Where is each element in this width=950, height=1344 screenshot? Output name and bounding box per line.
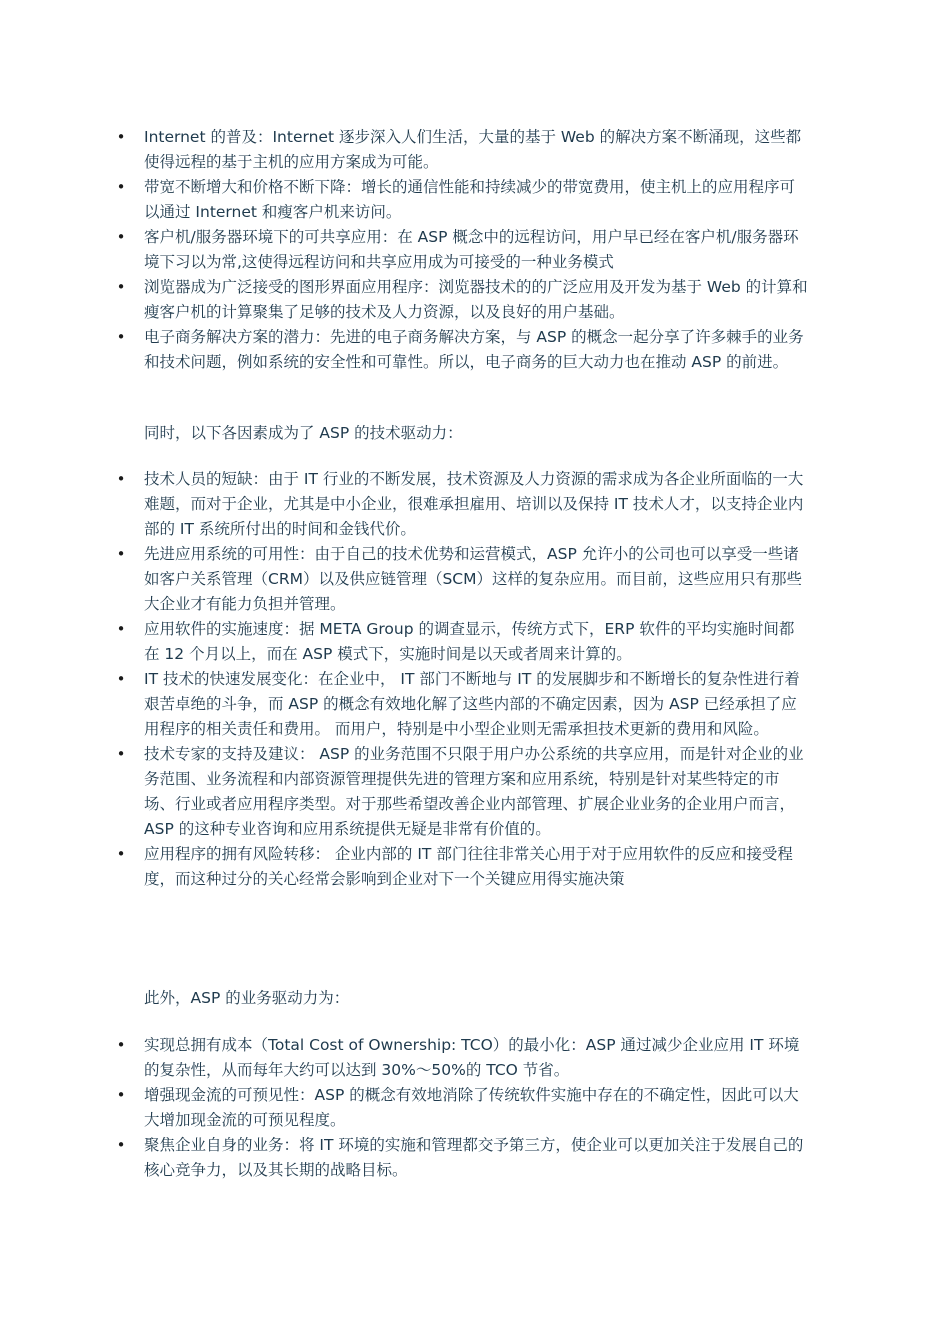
bullet-list-technical-drivers xyxy=(0,467,809,892)
list-item-text: Internet 的普及：Internet 逐步深入人们生活，大量的基于 Web 的解决方案不断涌现，这些都使得远程的基于主机的应用方案成为可能。 xyxy=(144,128,802,171)
bullet-icon: • xyxy=(116,128,126,146)
list-item-text: 增强现金流的可预见性：ASP 的概念有效地消除了传统软件实施中存在的不确定性，因此可以大大增加现金流的可预见程度。 xyxy=(144,1086,799,1129)
bullet-icon: • xyxy=(116,620,126,638)
bullet-icon: • xyxy=(116,745,126,763)
list-item xyxy=(0,667,809,742)
bullet-icon: • xyxy=(116,545,126,563)
bullet-list-business-drivers xyxy=(0,1033,809,1183)
bullet-icon: • xyxy=(116,228,126,246)
list-item xyxy=(0,225,809,275)
list-item xyxy=(0,542,809,617)
list-item xyxy=(0,1033,809,1083)
bullet-icon: • xyxy=(116,328,126,346)
list-item xyxy=(0,1083,809,1133)
intro-business-drivers: 此外，ASP 的业务驱动力为： xyxy=(144,989,350,1007)
bullet-icon: • xyxy=(116,470,126,488)
intro-technical-drivers: 同时，以下各因素成为了 ASP 的技术驱动力： xyxy=(144,424,463,442)
list-item-text: 应用软件的实施速度：据 META Group 的调查显示，传统方式下，ERP 软件的平均实施时间都在 12 个月以上，而在 ASP 模式下，实施时间是以天或者周来计算的。 xyxy=(144,620,795,663)
bullet-icon: • xyxy=(116,845,126,863)
bullet-list-adoption-factors xyxy=(0,125,809,375)
bullet-icon: • xyxy=(116,1086,126,1104)
bullet-icon: • xyxy=(116,1136,126,1154)
list-item xyxy=(0,125,809,175)
bullet-icon: • xyxy=(116,178,126,196)
list-item-text: 浏览器成为广泛接受的图形界面应用程序：浏览器技术的的广泛应用及开发为基于 Web 的计算和瘦客户机的计算聚集了足够的技术及人力资源，以及良好的用户基础。 xyxy=(144,278,808,321)
list-item-text: 带宽不断增大和价格不断下降：增长的通信性能和持续减少的带宽费用，使主机上的应用程序可以通过 Internet 和瘦客户机来访问。 xyxy=(144,178,796,221)
list-item-text: 先进应用系统的可用性：由于自己的技术优势和运营模式，ASP 允许小的公司也可以享受一些诸如客户关系管理（CRM）以及供应链管理（SCM）这样的复杂应用。而目前，这些应用只有那些大企业才有能力负担并管理。 xyxy=(144,545,803,613)
list-item-text: IT 技术的快速发展变化：在企业中， IT 部门不断地与 IT 的发展脚步和不断增长的复杂性进行着艰苦卓绝的斗争，而 ASP 的概念有效地化解了这些内部的不确定因素，因为 ASP 已经承担了应用程序的相关责任和费用。 而用户，特别是中小型企业则无需承担技术更新的费用和风险。 xyxy=(144,670,800,738)
list-item xyxy=(0,325,809,375)
list-item-text: 电子商务解决方案的潜力：先进的电子商务解决方案，与 ASP 的概念一起分享了许多棘手的业务和技术问题，例如系统的安全性和可靠性。所以，电子商务的巨大动力也在推动 ASP 的前进。 xyxy=(144,328,804,371)
list-item-text: 聚焦企业自身的业务：将 IT 环境的实施和管理都交予第三方，使企业可以更加关注于发展自己的核心竞争力，以及其长期的战略目标。 xyxy=(144,1136,804,1179)
list-item-text: 实现总拥有成本（Total Cost of Ownership: TCO）的最小化：ASP 通过减少企业应用 IT 环境的复杂性，从而每年大约可以达到 30%～50%的 TCO 节省。 xyxy=(144,1036,800,1079)
list-item xyxy=(0,275,809,325)
list-item xyxy=(0,742,809,842)
list-item xyxy=(0,617,809,667)
list-item xyxy=(0,842,809,892)
list-item-text: 技术专家的支持及建议： ASP 的业务范围不只限于用户办公系统的共享应用，而是针对企业的业务范围、业务流程和内部资源管理提供先进的管理方案和应用系统，特别是针对某些特定的市场、行业或者应用程序类型。对于那些希望改善企业内部管理、扩展企业业务的企业用户而言，ASP 的这种专业咨询和应用系统提供无疑是非常有价值的。 xyxy=(144,745,804,838)
bullet-icon: • xyxy=(116,670,126,688)
list-item-text: 技术人员的短缺：由于 IT 行业的不断发展，技术资源及人力资源的需求成为各企业所面临的一大难题，而对于企业，尤其是中小企业，很难承担雇用、培训以及保持 IT 技术人才，以支持企业内部的 IT 系统所付出的时间和金钱代价。 xyxy=(144,470,804,538)
list-item-text: 客户机/服务器环境下的可共享应用：在 ASP 概念中的远程访问，用户早已经在客户机/服务器环境下习以为常,这使得远程访问和共享应用成为可接受的一种业务模式 xyxy=(144,228,799,271)
list-item xyxy=(0,175,809,225)
bullet-icon: • xyxy=(116,1036,126,1054)
list-item xyxy=(0,467,809,542)
list-item xyxy=(0,1133,809,1183)
bullet-icon: • xyxy=(116,278,126,296)
list-item-text: 应用程序的拥有风险转移： 企业内部的 IT 部门往往非常关心用于对于应用软件的反应和接受程度，而这种过分的关心经常会影响到企业对下一个关键应用得实施决策 xyxy=(144,845,793,888)
